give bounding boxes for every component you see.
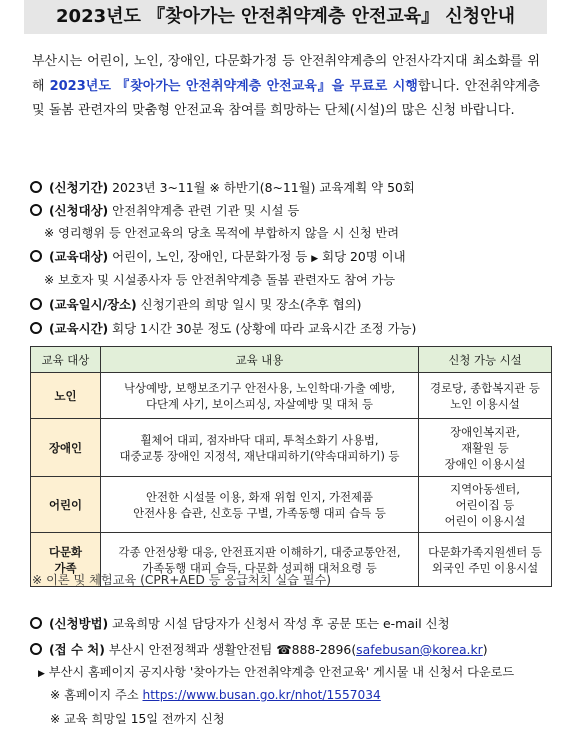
row-facility xyxy=(419,533,552,587)
triangle-right-icon: ▶ xyxy=(38,669,45,679)
category-line: 다문화 xyxy=(48,544,82,559)
item-label: (교육시간) xyxy=(49,321,109,336)
circle-bullet-icon xyxy=(30,181,42,193)
row-content xyxy=(101,419,419,477)
row-facility xyxy=(419,373,552,419)
table-header: 신청 가능 시설 xyxy=(419,347,552,373)
facility-line: 노인 이용시설 xyxy=(450,396,520,411)
circle-bullet-icon xyxy=(30,617,42,629)
homepage-label: ※ 홈페이지 주소 xyxy=(50,688,143,702)
circle-bullet-icon xyxy=(30,250,42,262)
item-text: 안전취약계층 관련 기관 및 시설 등 xyxy=(108,203,300,218)
item-edu-target xyxy=(30,247,406,265)
content-line: 가족동행 대피 습득, 다문화 성피해 대처요령 등 xyxy=(142,560,377,575)
content-line: 휠체어 대피, 점자바닥 대피, 투척소화기 사용법, xyxy=(140,432,379,447)
circle-bullet-icon xyxy=(30,643,42,655)
item-label: (교육일시/장소) xyxy=(49,297,137,312)
deadline-note: ※ 교육 희망일 15일 전까지 신청 xyxy=(50,712,225,726)
triangle-right-icon: ▶ xyxy=(311,254,319,264)
item-label: (신청대상) xyxy=(49,203,109,218)
row-facility xyxy=(419,419,552,477)
table-row xyxy=(31,477,552,533)
item-datetime xyxy=(30,295,361,313)
item-text: 2023년 3~11월 ※ 하반기(8~11월) 교육계획 약 50회 xyxy=(108,180,415,195)
item-text: 회당 1시간 30분 정도 (상황에 따라 교육시간 조정 가능) xyxy=(108,321,417,336)
circle-bullet-icon xyxy=(30,204,42,216)
row-content xyxy=(101,477,419,533)
item-method xyxy=(30,614,450,632)
row-category: 노인 xyxy=(31,373,101,419)
intro-text-2: 합니다. 안전취약계층 및 돌봄 관련자의 맞춤형 안전교육 참여를 희망하는 단체(시설)의 많은 신청 바랍니다. xyxy=(32,78,540,118)
table-header: 교육 대상 xyxy=(31,347,101,373)
row-facility xyxy=(419,477,552,533)
item-label: (신청방법) xyxy=(49,616,109,631)
edu-target-note: ※ 보호자 및 시설종사자 등 안전취약계층 돌봄 관련자도 참여 가능 xyxy=(44,273,396,287)
email-link[interactable]: safebusan@korea.kr xyxy=(356,642,483,657)
item-label: (접 수 처) xyxy=(49,642,105,657)
page-title: 2023년도 『찾아가는 안전취약계층 안전교육』 신청안내 xyxy=(24,0,547,34)
facility-line: 장애인 이용시설 xyxy=(444,456,526,471)
facility-line: 경로당, 종합복지관 등 xyxy=(430,380,540,395)
item-text: 신청기관의 희망 일시 및 장소(추후 협의) xyxy=(136,297,362,312)
item-text: ) xyxy=(482,642,488,657)
intro-highlight: 2023년도 『찾아가는 안전취약계층 안전교육』을 무료로 시행 xyxy=(49,78,418,94)
table-row xyxy=(31,419,552,477)
item-label: (교육대상) xyxy=(49,249,109,264)
table-header-row xyxy=(31,347,552,373)
download-note xyxy=(38,663,514,680)
facility-line: 지역아동센터, xyxy=(450,481,520,496)
content-line: 다단계 사기, 보이스피싱, 자살예방 및 대처 등 xyxy=(145,396,374,411)
circle-bullet-icon xyxy=(30,298,42,310)
item-contact xyxy=(30,640,488,658)
row-content xyxy=(101,373,419,419)
item-text: 회당 20명 이내 xyxy=(318,249,406,264)
content-line: 각종 안전상황 대응, 안전표지판 이해하기, 대중교통안전, xyxy=(118,544,401,559)
circle-bullet-icon xyxy=(30,322,42,334)
homepage-note xyxy=(50,686,381,703)
facility-line: 어린이집 등 xyxy=(455,497,515,512)
facility-line: 어린이 이용시설 xyxy=(444,513,526,528)
content-line: 안전사용 습관, 신호등 구별, 가족동행 대피 습득 등 xyxy=(133,505,386,520)
item-text: 어린이, 노인, 장애인, 다문화가정 등 xyxy=(108,249,308,264)
facility-line: 재활원 등 xyxy=(461,440,509,455)
content-line: 낙상예방, 보행보조기구 안전사용, 노인학대·가출 예방, xyxy=(123,380,396,395)
intro-text-1: 부산시는 어린이, 노인, 장애인, 다문화가정 등 안전취약계층의 안전사각지대 최소화를 위해 xyxy=(32,54,540,94)
item-target xyxy=(30,201,299,219)
table-header: 교육 내용 xyxy=(101,347,419,373)
row-category: 어린이 xyxy=(31,477,101,533)
download-text: 부산시 홈페이지 공지사항 '찾아가는 안전취약계층 안전교육' 게시물 내 신청서 다운로드 xyxy=(44,665,515,679)
item-period xyxy=(30,178,415,196)
homepage-link[interactable]: https://www.busan.go.kr/nhot/1557034 xyxy=(142,688,381,702)
row-category: 장애인 xyxy=(31,419,101,477)
item-text: 부산시 안전정책과 생활안전팀 ☎888-2896( xyxy=(104,642,357,657)
table-row xyxy=(31,373,552,419)
item-text: 교육희망 시설 담당자가 신청서 작성 후 공문 또는 e-mail 신청 xyxy=(108,616,450,631)
target-note: ※ 영리행위 등 안전교육의 당초 목적에 부합하지 않을 시 신청 반려 xyxy=(44,226,400,240)
facility-line: 다문화가족지원센터 등 xyxy=(428,544,542,559)
item-duration xyxy=(30,319,416,337)
intro-paragraph xyxy=(32,50,540,124)
facility-line: 장애인복지관, xyxy=(450,424,520,439)
facility-line: 외국인 주민 이용시설 xyxy=(431,560,539,575)
education-table xyxy=(30,346,552,587)
category-line: 가족 xyxy=(54,560,77,575)
table-footnote: ※ 이론 및 체험교육 (CPR+AED 등 응급처치 실습 필수) xyxy=(32,573,332,587)
content-line: 대중교통 장애인 지정석, 재난대피하기(약속대피하기) 등 xyxy=(119,448,400,463)
item-label: (신청기간) xyxy=(49,180,109,195)
content-line: 안전한 시설물 이용, 화재 위험 인지, 가전제품 xyxy=(145,489,374,504)
